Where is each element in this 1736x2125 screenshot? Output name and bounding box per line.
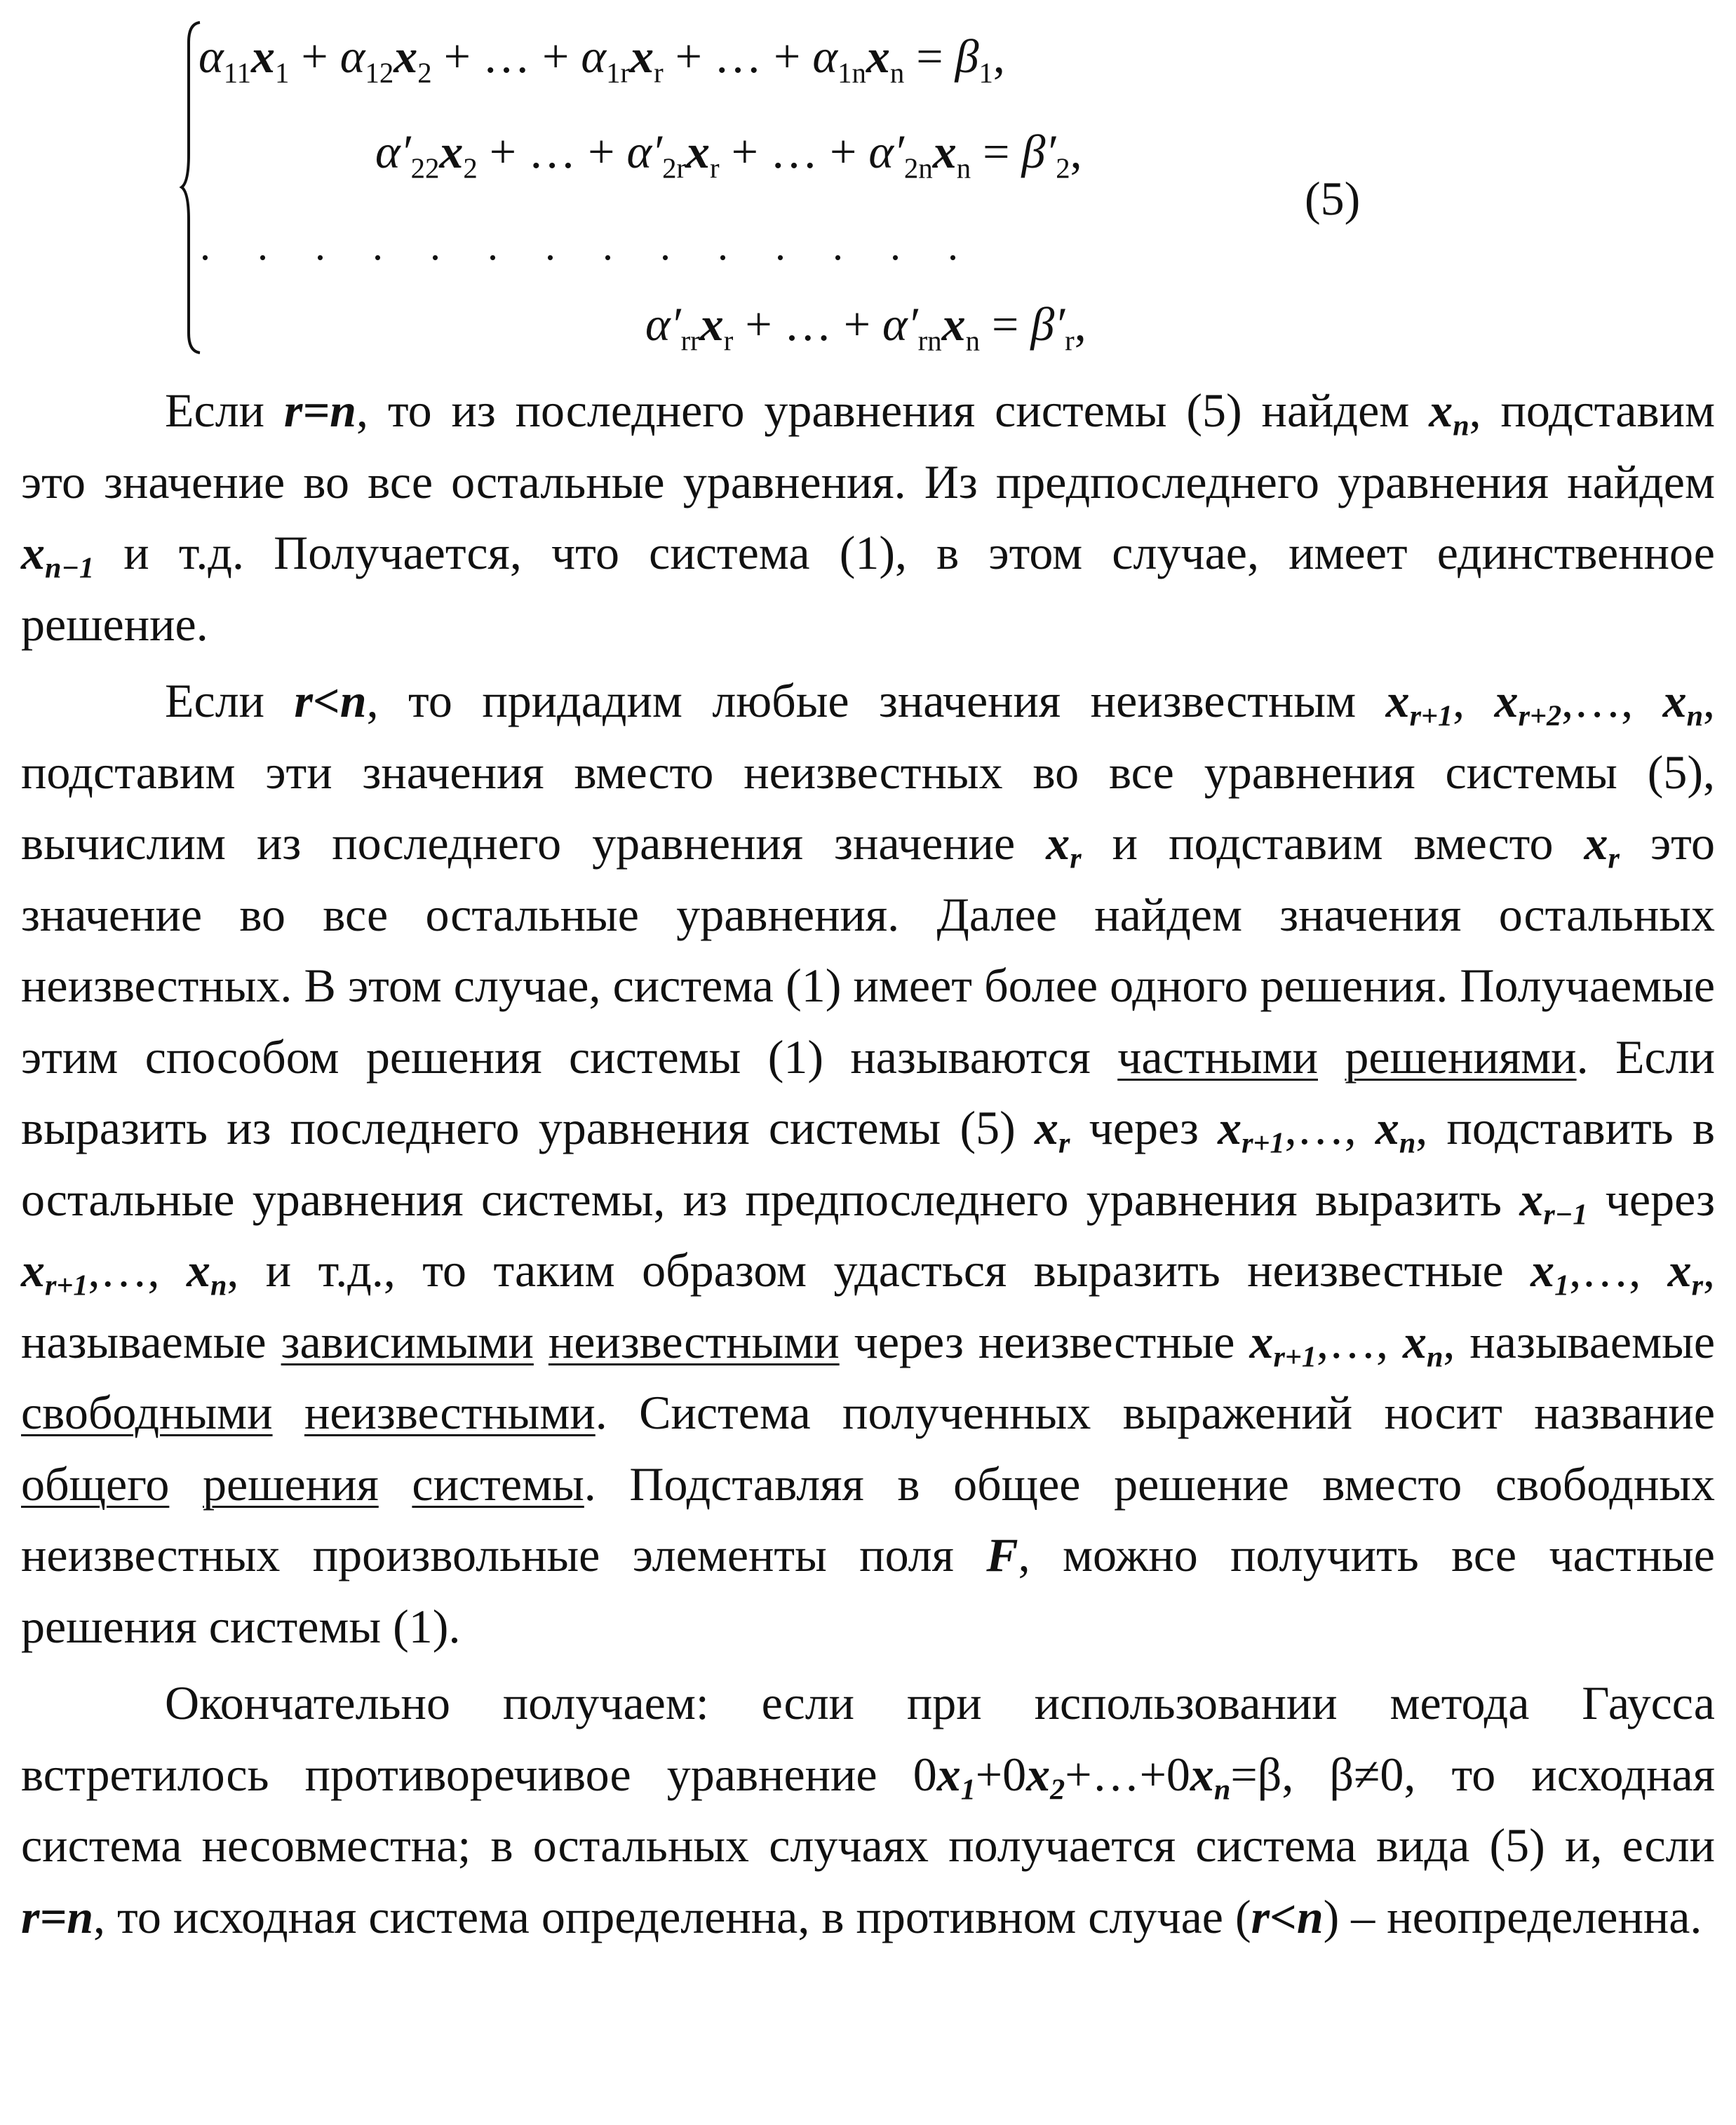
variable: $x_{r+2}$ bbox=[1494, 674, 1562, 733]
subscript: 12 bbox=[365, 57, 394, 89]
underlined-term: решения bbox=[202, 1457, 379, 1511]
subscript: r bbox=[1058, 1126, 1070, 1160]
subscript: n bbox=[965, 325, 981, 357]
underlined-term: зависимыми bbox=[281, 1314, 534, 1368]
text-run: ,…, bbox=[1569, 1243, 1668, 1297]
underlined-term: неизвестными bbox=[304, 1386, 596, 1439]
text-run: через неизвестные bbox=[839, 1314, 1250, 1368]
subscript: r bbox=[1065, 325, 1075, 357]
subscript: 1r bbox=[606, 57, 631, 89]
text-run: и подставим вместо bbox=[1081, 816, 1584, 870]
variable: $x_2$ bbox=[1026, 1747, 1065, 1807]
text-run: это значение во все остальные уравнения. Далее найдем значения остальных неизвестных. В этом случае, система (1) имеет более одного решения. Получаемые этим способом решения системы (1) называются bbox=[21, 816, 1716, 1084]
variable: $x_{r-1}$ bbox=[1519, 1172, 1588, 1232]
operator: + … + bbox=[733, 297, 883, 351]
variable: r=n bbox=[283, 384, 356, 437]
variable: F bbox=[986, 1528, 1018, 1581]
body-text bbox=[21, 375, 1715, 1952]
operator: + bbox=[289, 29, 340, 83]
equation-ellipsis-row: . . . . . . . . . . . . . . bbox=[200, 222, 976, 269]
subscript: n bbox=[1426, 1340, 1444, 1374]
math-symbol: x bbox=[393, 29, 418, 83]
math-symbol: β bbox=[955, 29, 979, 83]
variable: $x_n$ bbox=[186, 1243, 227, 1302]
variable: $x_1$ bbox=[1530, 1243, 1570, 1302]
math-symbol: x bbox=[866, 29, 890, 83]
variable: $x_r$ bbox=[1046, 816, 1082, 875]
subscript: 2 bbox=[1050, 1773, 1065, 1807]
subscript: r bbox=[710, 152, 720, 184]
subscript: 1 bbox=[960, 1773, 976, 1807]
subscript: 1 bbox=[275, 57, 290, 89]
text-run: . Подставляя в общее решение вместо свободных неизвестных произвольные элементы поля bbox=[21, 1457, 1716, 1581]
variable: $x_n$ bbox=[1190, 1747, 1231, 1807]
text-run: , можно получить все частные решения системы (1). bbox=[21, 1528, 1715, 1653]
math-symbol: α bbox=[581, 29, 607, 83]
operator: + … + bbox=[477, 125, 627, 178]
variable: $x_1$ bbox=[936, 1747, 976, 1807]
operator: , bbox=[1070, 125, 1082, 178]
paragraph-unique-solution bbox=[21, 375, 1715, 660]
subscript: r bbox=[654, 57, 664, 89]
text-run: ,…, bbox=[1561, 674, 1663, 727]
operator: + … + bbox=[663, 29, 813, 83]
math-symbol: x bbox=[699, 297, 724, 351]
subscript: n bbox=[1399, 1126, 1416, 1160]
text-run: +0 bbox=[975, 1747, 1027, 1801]
operator: + … + bbox=[719, 125, 869, 178]
subscript: n bbox=[1213, 1773, 1231, 1807]
variable: $x_n$ bbox=[1429, 384, 1469, 443]
text-run: . Если выразить из последнего уравнения системы (5) bbox=[21, 1030, 1715, 1154]
variable: r<n bbox=[1251, 1889, 1324, 1943]
math-symbol: α bbox=[339, 29, 365, 83]
variable: $x_{n-1}$ bbox=[21, 526, 95, 585]
variable: $x_r$ bbox=[1584, 816, 1620, 875]
operator: = bbox=[980, 297, 1031, 351]
text-run: , подставим это значение во все остальные уравнения. Из предпоследнего уравнения найдем bbox=[21, 384, 1716, 508]
math-symbol: x bbox=[686, 125, 711, 178]
subscript: r bbox=[723, 325, 734, 357]
subscript: r+1 bbox=[45, 1269, 88, 1302]
variable: $x_{r+1}$ bbox=[1218, 1101, 1285, 1160]
paragraph-conclusion bbox=[21, 1668, 1715, 1952]
subscript: r−1 bbox=[1543, 1198, 1588, 1232]
underlined-term: частными bbox=[1117, 1030, 1318, 1084]
subscript: n−1 bbox=[45, 551, 95, 585]
equation-line-2 bbox=[375, 125, 1082, 184]
text-run: , называемые bbox=[21, 1243, 1716, 1368]
subscript: n bbox=[889, 57, 905, 89]
underlined-term: решениями bbox=[1345, 1030, 1577, 1084]
text-run: и т.д. Получается, что система (1), в этом случае, имеет единственное решение. bbox=[21, 526, 1715, 651]
math-symbol: β′ bbox=[1030, 297, 1065, 351]
math-symbol: α′ bbox=[882, 297, 918, 351]
underlined-term: свободными bbox=[21, 1386, 273, 1439]
equation-line-1 bbox=[199, 29, 1005, 89]
text-run: , называемые bbox=[1443, 1314, 1716, 1368]
subscript: rn bbox=[917, 325, 942, 357]
text-run: , подставим эти значения вместо неизвестных во все уравнения системы (5), вычислим из последнего уравнения значение bbox=[21, 674, 1716, 870]
subscript: rr bbox=[680, 325, 700, 357]
math-symbol: x bbox=[630, 29, 654, 83]
text-run: . Система полученных выражений носит название bbox=[595, 1386, 1716, 1439]
underlined-term: неизвестными bbox=[548, 1314, 840, 1368]
text-run: ,…, bbox=[1316, 1314, 1403, 1368]
subscript: r bbox=[1070, 842, 1082, 875]
text-run: ) – неопределенна. bbox=[1323, 1889, 1702, 1943]
text-run bbox=[273, 1386, 304, 1439]
operator: , bbox=[993, 29, 1005, 83]
math-symbol: α bbox=[199, 29, 224, 83]
math-symbol: α′ bbox=[626, 125, 663, 178]
text-run: ,…, bbox=[88, 1243, 187, 1297]
subscript: r+2 bbox=[1518, 699, 1562, 733]
subscript: 1 bbox=[1554, 1269, 1570, 1302]
text-run bbox=[534, 1315, 549, 1368]
variable: $x_{r+1}$ bbox=[21, 1243, 88, 1302]
underlined-term: общего bbox=[21, 1457, 170, 1511]
text-run: ,…, bbox=[1284, 1101, 1375, 1154]
text-run: +…+0 bbox=[1065, 1747, 1190, 1801]
equation-line-r bbox=[645, 297, 1086, 357]
operator: , bbox=[1074, 297, 1086, 351]
subscript: n bbox=[210, 1269, 227, 1302]
subscript: n bbox=[956, 152, 971, 184]
subscript: 11 bbox=[223, 57, 251, 89]
subscript: r+1 bbox=[1242, 1126, 1285, 1160]
text-run: Если bbox=[165, 674, 295, 727]
subscript: n bbox=[1686, 699, 1704, 733]
text-run: , подставить в остальные уравнения системы, из предпоследнего уравнения выразить bbox=[21, 1101, 1716, 1226]
text-run: через bbox=[1070, 1101, 1218, 1154]
math-symbol: x bbox=[439, 125, 464, 178]
text-run bbox=[1318, 1030, 1345, 1084]
math-symbol: α′ bbox=[375, 125, 411, 178]
subscript: 2 bbox=[417, 57, 432, 89]
text-run: , то из последнего уравнения системы (5) найдем bbox=[356, 384, 1429, 437]
math-symbol: x bbox=[941, 297, 966, 351]
math-symbol: x bbox=[932, 125, 957, 178]
variable: r=n bbox=[21, 1889, 94, 1943]
subscript: r bbox=[1608, 842, 1620, 875]
variable: $x_r$ bbox=[1034, 1101, 1070, 1160]
subscript: r bbox=[1691, 1269, 1704, 1302]
subscript: r+1 bbox=[1409, 699, 1453, 733]
text-run: , и т.д., то таким образом удасться выразить неизвестные bbox=[227, 1243, 1531, 1297]
subscript: 1n bbox=[837, 57, 866, 89]
variable: $x_{r+1}$ bbox=[1249, 1314, 1317, 1374]
text-run: Если bbox=[165, 384, 284, 437]
subscript: 2 bbox=[463, 152, 478, 184]
text-run: =β, β≠0, то исходная система несовместна; в остальных случаях получается система вида (5) и, если bbox=[21, 1747, 1715, 1872]
subscript: 22 bbox=[410, 152, 440, 184]
text-run bbox=[379, 1457, 412, 1511]
paragraph-general-solution bbox=[21, 666, 1715, 1662]
variable: $x_r$ bbox=[1667, 1243, 1704, 1302]
text-run: , то исходная система определенна, в противном случае ( bbox=[93, 1889, 1251, 1943]
subscript: r+1 bbox=[1273, 1340, 1317, 1374]
math-symbol: α′ bbox=[868, 125, 904, 178]
variable: $x_n$ bbox=[1662, 674, 1704, 733]
operator: + … + bbox=[431, 29, 581, 83]
variable: $x_{r+1}$ bbox=[1385, 674, 1453, 733]
equation-system bbox=[179, 14, 1476, 361]
operator: = bbox=[971, 125, 1022, 178]
text-run: через bbox=[1587, 1172, 1715, 1226]
underlined-term: системы bbox=[412, 1457, 584, 1511]
math-symbol: α bbox=[812, 29, 838, 83]
variable: $x_n$ bbox=[1375, 1101, 1416, 1160]
subscript: 2 bbox=[1056, 152, 1070, 184]
math-symbol: α′ bbox=[645, 297, 681, 351]
subscript: n bbox=[1453, 409, 1469, 443]
text-run: , bbox=[1453, 674, 1495, 727]
variable: r<n bbox=[294, 674, 367, 727]
operator: = bbox=[904, 29, 955, 83]
math-symbol: x bbox=[251, 29, 275, 83]
variable: $x_n$ bbox=[1402, 1314, 1444, 1374]
subscript: 1 bbox=[978, 57, 993, 89]
math-symbol: β′ bbox=[1021, 125, 1056, 178]
equation-number: (5) bbox=[1305, 172, 1361, 225]
text-run bbox=[169, 1457, 203, 1511]
subscript: 2r bbox=[662, 152, 687, 184]
text-run: , то придадим любые значения неизвестным bbox=[366, 674, 1386, 727]
subscript: 2n bbox=[903, 152, 933, 184]
text-run: Окончательно получаем: если при использовании метода Гаусса встретилось противоречивое уравнение 0 bbox=[21, 1676, 1715, 1801]
